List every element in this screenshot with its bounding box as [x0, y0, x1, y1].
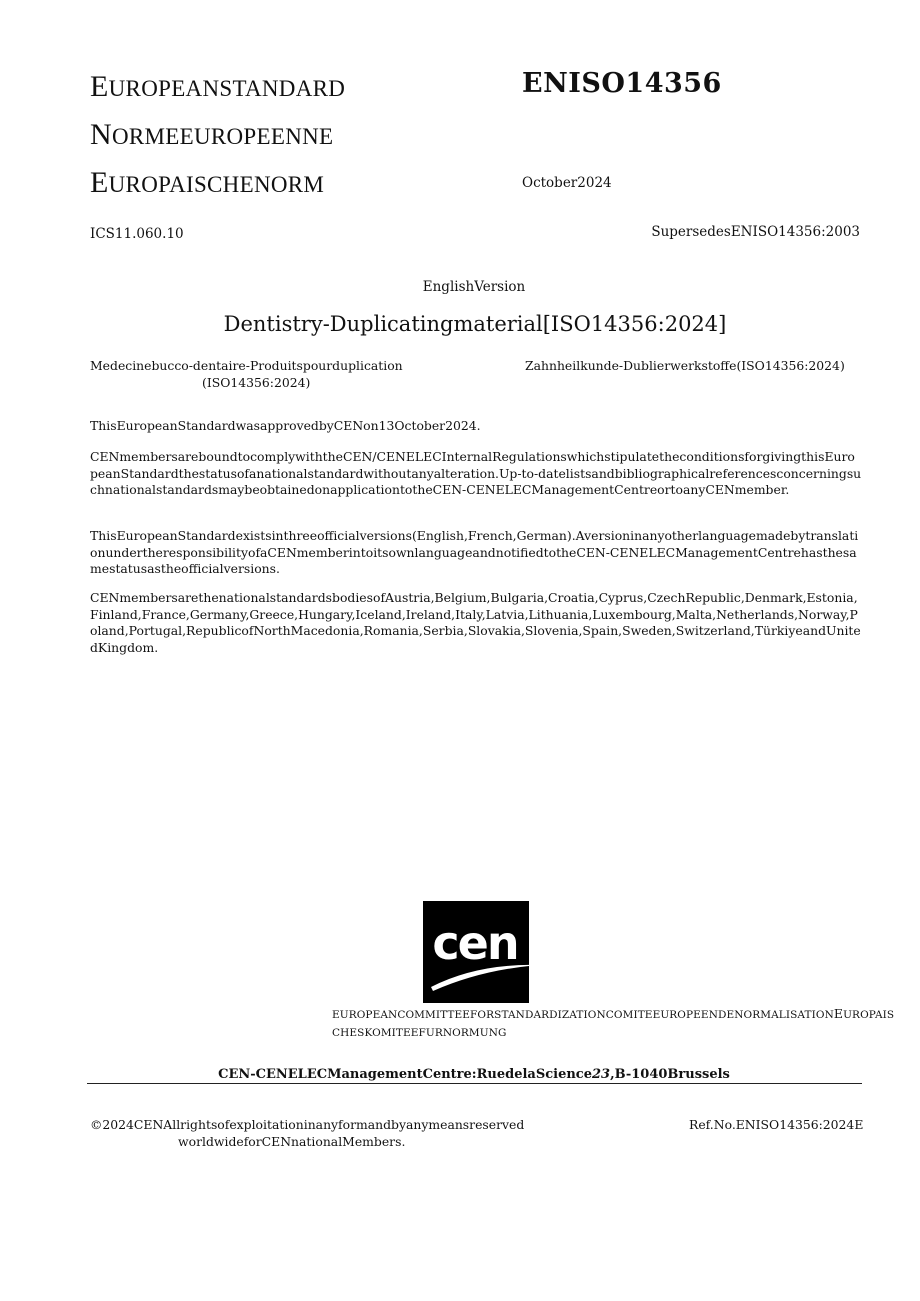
- reference-number: Ref.No.ENISO14356:2024E: [689, 1117, 864, 1132]
- logo-caption-line1: EUROPEANCOMMITTEEFORSTANDARDIZATIONCOMITEEUROPEENDENORMALISATIONEUROPAIS: [332, 1006, 895, 1021]
- logo-caption: [332, 1005, 894, 1042]
- standard-type-heading: [90, 64, 345, 208]
- heading-english: EUROPEANSTANDARD: [90, 70, 346, 103]
- version-label: EnglishVersion: [422, 279, 526, 295]
- french-title-line2: (ISO14356:2024): [202, 374, 311, 390]
- publication-date: October2024: [522, 175, 612, 191]
- document-title: Dentistry-Duplicatingmaterial[ISO14356:2024]: [223, 312, 727, 336]
- heading-german: EUROPAISCHENORM: [90, 166, 325, 199]
- cen-logo-graphic: [423, 901, 529, 1003]
- members-paragraph: CENmembersarethenationalstandardsbodiesofAustria,Belgium,Bulgaria,Croatia,Cyprus,CzechRepublic,Denmark,Estonia,Finland,France,Germany,Greece,Hungary,Iceland,Ireland,Italy,Latvia,Lithuania,Luxembourg,Malta,Netherlands,Norway,Poland,Portugal,RepublicofNorthMacedonia,Romania,Serbia,Slovakia,Slovenia,Spain,Sweden,Switzerland,TürkiyeandUnitedKingdom.: [90, 590, 861, 655]
- french-title-line1: Medecinebucco-dentaire-Produitspourduplication: [90, 358, 403, 373]
- german-title: Zahnheilkunde-Dublierwerkstoffe(ISO14356:2024): [525, 358, 845, 373]
- copyright-line1: ©2024CENAllrightsofexploitationinanyformandbyanymeansreserved: [90, 1117, 525, 1132]
- cen-logo: [423, 901, 529, 1003]
- versions-paragraph: ThisEuropeanStandardexistsinthreeofficialversions(English,French,German).AversioninanyotherlanguagemadebytranslationundertheresponsibilityofaCENmemberintoitsownlanguageandnotifiedtotheCEN-CENELECManagementCentrehasthesamestatusastheofficialversions.: [90, 528, 859, 576]
- cen-logo-text: cen: [432, 916, 518, 970]
- supersedes: SupersedesENISO14356:2003: [651, 224, 860, 240]
- french-title: [90, 358, 403, 391]
- logo-caption-line2: CHESKOMITEEFURNORMUNG: [332, 1027, 507, 1039]
- copyright-line2: worldwideforCENnationalMembers.: [178, 1133, 406, 1149]
- approval-paragraph: ThisEuropeanStandardwasapprovedbyCENon13October2024.: [90, 418, 481, 433]
- address-rule: [87, 1083, 862, 1084]
- regulations-paragraph: CENmembersareboundtocomplywiththeCEN/CENELECInternalRegulationswhichstipulatetheconditionsforgivingthisEuropeanStandardthestatusofanationalstandardwithoutanyalteration.Up-to-datelistsandbibliographicalreferencesconcerningsuchnationalstandardsmaybeobtainedonapplicationtotheCEN-CENELECManagementCentreortoanyCENmember.: [90, 449, 862, 497]
- standard-number: ENISO14356: [522, 68, 722, 99]
- management-centre-address: CEN-CENELECManagementCentre:RuedelaScience23,B-1040Brussels: [218, 1067, 730, 1082]
- copyright-notice: [90, 1117, 524, 1150]
- heading-french: NORMEEUROPEENNE: [90, 118, 334, 151]
- ics-code: ICS11.060.10: [90, 226, 184, 242]
